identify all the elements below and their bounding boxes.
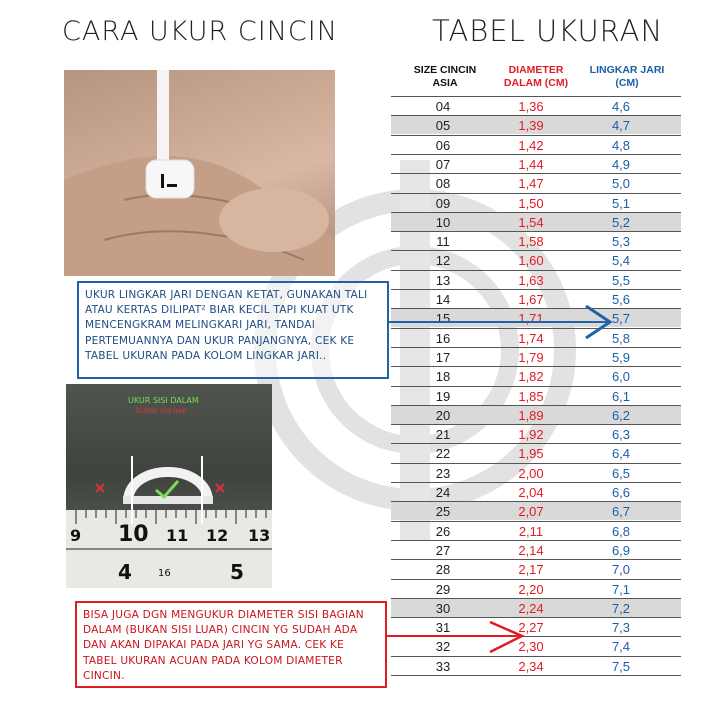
cell-circumference: 4,9 bbox=[611, 156, 631, 172]
cell-circumference: 6,9 bbox=[611, 542, 631, 558]
cell-circumference: 6,4 bbox=[611, 446, 631, 462]
cell-circumference: 5,6 bbox=[611, 292, 631, 307]
cell-circumference: 6,5 bbox=[611, 465, 631, 481]
cell-diameter: 2,27 bbox=[518, 620, 544, 636]
cell-diameter: 1,50 bbox=[518, 195, 544, 211]
cell-diameter: 1,58 bbox=[518, 234, 544, 250]
cell-size: 30 bbox=[435, 600, 451, 616]
title-size-table: TABEL UKURAN bbox=[432, 14, 664, 48]
cell-diameter: 1,71 bbox=[518, 311, 544, 327]
cell-circumference: 7,4 bbox=[611, 639, 631, 655]
cell-diameter: 1,82 bbox=[518, 369, 544, 385]
ruler-number: 10 bbox=[118, 522, 149, 547]
cell-size: 15 bbox=[435, 311, 451, 327]
callout-circumference-text: UKUR LINGKAR JARI DENGAN KETAT, GUNAKAN TALI ATAU KERTAS DILIPAT² BIAR KECIL TAPI KUAT UTK MENCENGKRAM MELINGKARI JARI, TANDAI PERTEMUANNYA DAN UKUR PANJANGNYA, CEK KE TABEL UKURAN PADA KOLOM LINGKAR JARI.. bbox=[85, 289, 368, 362]
cell-size: 31 bbox=[435, 620, 451, 636]
cell-circumference: 6,3 bbox=[611, 427, 631, 443]
ruler-number: 5 bbox=[230, 560, 244, 584]
cell-diameter: 2,04 bbox=[518, 485, 544, 500]
cell-size: 23 bbox=[435, 465, 451, 481]
ruler-number: 9 bbox=[70, 526, 82, 545]
cell-diameter: 1,60 bbox=[518, 253, 544, 269]
cell-diameter: 1,74 bbox=[518, 330, 544, 346]
cell-circumference: 5,5 bbox=[611, 272, 631, 288]
cell-size: 19 bbox=[435, 388, 451, 404]
cell-circumference: 4,8 bbox=[611, 137, 631, 153]
header-diameter: DIAMETER DALAM (CM) bbox=[503, 64, 569, 89]
cell-circumference: 5,4 bbox=[611, 253, 631, 269]
cell-size: 13 bbox=[435, 272, 451, 288]
ruler-number: 12 bbox=[206, 526, 229, 545]
cell-circumference: 4,7 bbox=[611, 118, 631, 134]
cell-diameter: 1,44 bbox=[518, 156, 544, 172]
cell-circumference: 5,8 bbox=[611, 330, 631, 346]
cell-diameter: 2,17 bbox=[518, 562, 544, 578]
cell-circumference: 7,2 bbox=[611, 600, 631, 616]
cell-size: 16 bbox=[435, 330, 451, 346]
cell-circumference: 5,9 bbox=[611, 349, 631, 365]
cell-size: 09 bbox=[435, 195, 451, 211]
ruler-number: 4 bbox=[118, 560, 132, 584]
cell-circumference: 7,5 bbox=[611, 658, 631, 674]
cell-size: 11 bbox=[436, 234, 450, 250]
title-how-to-measure: CARA UKUR CINCIN bbox=[62, 16, 338, 47]
cell-diameter: 1,42 bbox=[518, 137, 544, 153]
cell-diameter: 1,95 bbox=[518, 446, 544, 462]
cell-size: 10 bbox=[435, 214, 451, 230]
label-not-outside: bukan sisi luar bbox=[136, 406, 188, 415]
header-size: SIZE CINCIN ASIA bbox=[413, 64, 477, 89]
cell-diameter: 1,36 bbox=[518, 99, 544, 114]
cell-circumference: 7,1 bbox=[611, 581, 631, 597]
ruler-number: 11 bbox=[166, 526, 189, 545]
cell-diameter: 1,47 bbox=[518, 176, 544, 192]
cell-diameter: 2,00 bbox=[518, 465, 544, 481]
cell-diameter: 2,34 bbox=[518, 658, 544, 674]
header-circumference: LINGKAR JARI (CM) bbox=[589, 64, 665, 89]
cell-diameter: 1,92 bbox=[518, 427, 544, 443]
cell-diameter: 2,07 bbox=[518, 504, 544, 520]
cell-circumference: 6,6 bbox=[611, 485, 631, 500]
cell-diameter: 2,14 bbox=[518, 542, 544, 558]
label-measure-inside: UKUR SISI DALAM bbox=[128, 396, 199, 405]
cell-circumference: 5,2 bbox=[611, 214, 631, 230]
cell-size: 32 bbox=[435, 639, 451, 655]
cell-diameter: 2,11 bbox=[518, 523, 544, 539]
cell-size: 29 bbox=[435, 581, 451, 597]
cell-size: 07 bbox=[435, 156, 451, 172]
cell-diameter: 1,63 bbox=[518, 272, 544, 288]
cell-circumference: 6,8 bbox=[611, 523, 631, 539]
cell-size: 28 bbox=[435, 562, 451, 578]
cell-diameter: 2,24 bbox=[518, 600, 544, 616]
cell-size: 14 bbox=[435, 292, 451, 307]
cell-diameter: 1,54 bbox=[518, 214, 544, 230]
cell-circumference: 6,7 bbox=[611, 504, 631, 520]
cell-circumference: 5,0 bbox=[611, 176, 631, 192]
cell-diameter: 1,89 bbox=[518, 407, 544, 423]
cell-size: 08 bbox=[435, 176, 451, 192]
cell-size: 26 bbox=[435, 523, 451, 539]
cell-diameter: 1,39 bbox=[518, 118, 544, 134]
cell-diameter: 1,67 bbox=[518, 292, 544, 307]
cell-size: 06 bbox=[435, 137, 451, 153]
cell-circumference: 5,3 bbox=[611, 234, 631, 250]
cell-circumference: 6,0 bbox=[611, 369, 631, 385]
cell-size: 17 bbox=[435, 349, 451, 365]
cell-circumference: 7,0 bbox=[611, 562, 631, 578]
cell-size: 04 bbox=[435, 99, 451, 114]
cell-size: 27 bbox=[435, 542, 451, 558]
ruler-number: 13 bbox=[248, 526, 271, 545]
cell-size: 21 bbox=[435, 427, 451, 443]
cell-circumference: 6,1 bbox=[611, 388, 631, 404]
cell-size: 25 bbox=[435, 504, 451, 520]
cell-circumference: 7,3 bbox=[611, 620, 631, 636]
cell-circumference: 5,7 bbox=[611, 311, 631, 327]
cell-diameter: 1,85 bbox=[518, 388, 544, 404]
cell-circumference: 5,1 bbox=[611, 195, 631, 211]
cell-size: 24 bbox=[435, 485, 451, 500]
cell-size: 18 bbox=[435, 369, 451, 385]
cell-diameter: 2,20 bbox=[518, 581, 544, 597]
ruler-number: 16 bbox=[158, 568, 171, 579]
cell-size: 12 bbox=[435, 253, 451, 269]
cell-circumference: 4,6 bbox=[611, 99, 631, 114]
cell-size: 22 bbox=[435, 446, 451, 462]
cell-size: 05 bbox=[435, 118, 451, 134]
cell-circumference: 6,2 bbox=[611, 407, 631, 423]
cell-size: 33 bbox=[435, 658, 451, 674]
callout-diameter-text: BISA JUGA DGN MENGUKUR DIAMETER SISI BAGIAN DALAM (BUKAN SISI LUAR) CINCIN YG SUDAH ADA DAN AKAN DIPAKAI PADA JARI YG SAMA. CEK KE TABEL UKURAN ACUAN PADA KOLOM DIAMETER CINCIN. bbox=[83, 609, 364, 682]
cell-diameter: 1,79 bbox=[518, 349, 544, 365]
cell-size: 20 bbox=[435, 407, 451, 423]
cell-diameter: 2,30 bbox=[518, 639, 544, 655]
